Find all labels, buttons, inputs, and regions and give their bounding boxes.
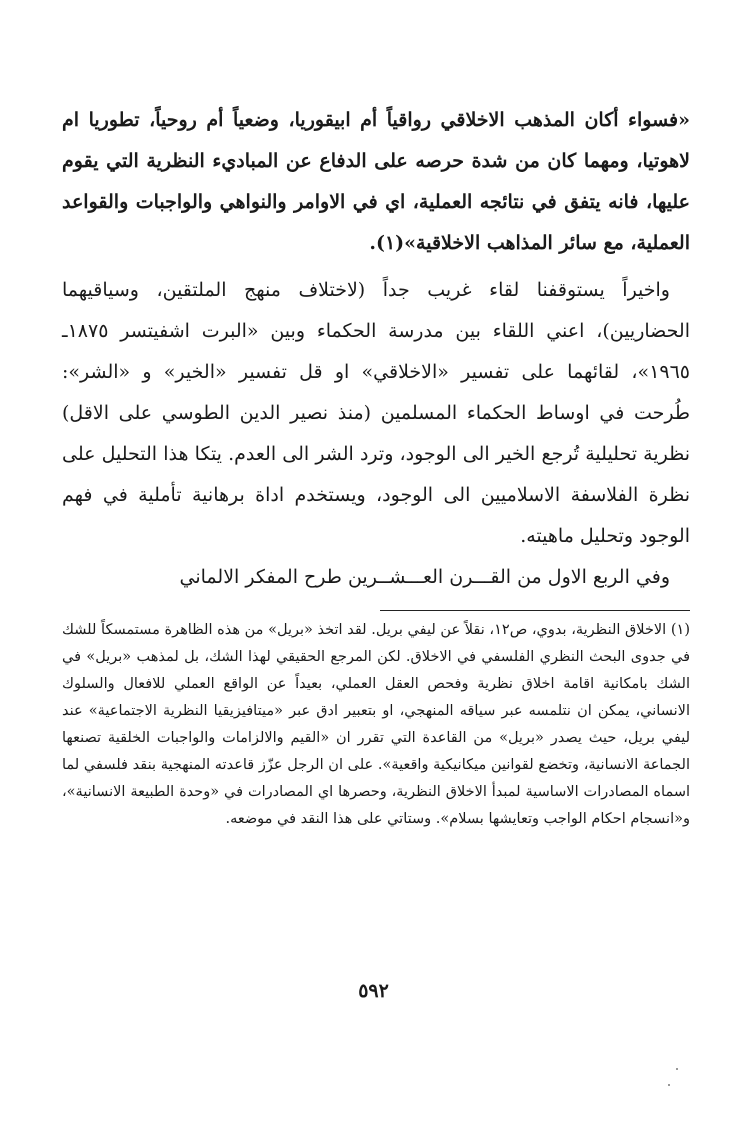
page-number: ٥٩٢ <box>358 980 389 1002</box>
footnote-separator <box>380 610 690 611</box>
footnote: (١) الاخلاق النظرية، بدوي، ص١٢، نقلاً عن ليفي بريل. لقد اتخذ «بريل» من هذه الظاهرة مستمسكاً للشك في جدوى البحث النظري الفلسفي في الاخلاق. لكن المرجع الحقيقي لهذا الشك، بل لمذهب «بريل» في الشك بامكانية اقامة اخلاق نظرية وفحص العقل العملي، بعيداً عن الواقع العملي للافعال والسلوك الانساني، يمكن ان نتلمسه عبر سياقه المنهجي، او بتعبير ادق عبر «ميتافيزيقيا النظرية الاجتماعية» عند ليفي بريل، حيث يصدر «بريل» من القاعدة التي تقرر ان «القيم والالزامات والواجبات الخلقية تصنعها الجماعة الانسانية، وتخضع لقوانين ميكانيكية واقعية». على ان الرجل عزّز قاعدته المنهجية بنقد فلسفي لما اسماه المصادرات الاساسية لمبدأ الاخلاق النظرية، وحصرها اي المصادرات في «وحدة الطبيعة الانسانية»، و«انسجام احكام الواجب وتعايشها بسلام». وستاتي على هذا النقد في موضعه. <box>62 622 690 827</box>
paragraph-2: وفي الربع الاول من القـــرن العـــشــرين طرح المفكر الالماني <box>179 566 670 588</box>
scan-speck <box>676 1068 678 1070</box>
scan-speck <box>668 1084 670 1086</box>
block-quote: «فسواء أكان المذهب الاخلاقي رواقياً أم ابيقوريا، وضعياً أم روحياً، تطوريا ام لاهوتيا، ومهما كان من شدة حرصه على الدفاع عن المباديء النظرية التي يقوم عليها، فانه يتفق في نتائجه العملية، اي في الاوامر والنواهي والواجبات والقواعد العملية، مع سائر المذاهب الاخلاقية»(١). <box>62 109 690 254</box>
page-body <box>62 100 690 833</box>
paragraph-1: واخيراً يستوقفنا لقاء غريب جداً (لاختلاف منهج الملتقين، وسياقيهما الحضاريين)، اعني اللقاء بين مدرسة الحكماء وبين «البرت اشفيتسر ١٨٧٥ـ ١٩٦٥»، لقائهما على تفسير «الاخلاقي» او قل تفسير «الخير» و «الشر»: طُرحت في اوساط الحكماء المسلمين (منذ نصير الدين الطوسي على الاقل) نظرية تحليلية تُرجع الخير الى الوجود، وترد الشر الى العدم. يتكا هذا التحليل على نظرة الفلاسفة الاسلاميين الى الوجود، ويستخدم اداة برهانية تأملية في فهم الوجود وتحليل ماهيته. <box>62 279 691 547</box>
